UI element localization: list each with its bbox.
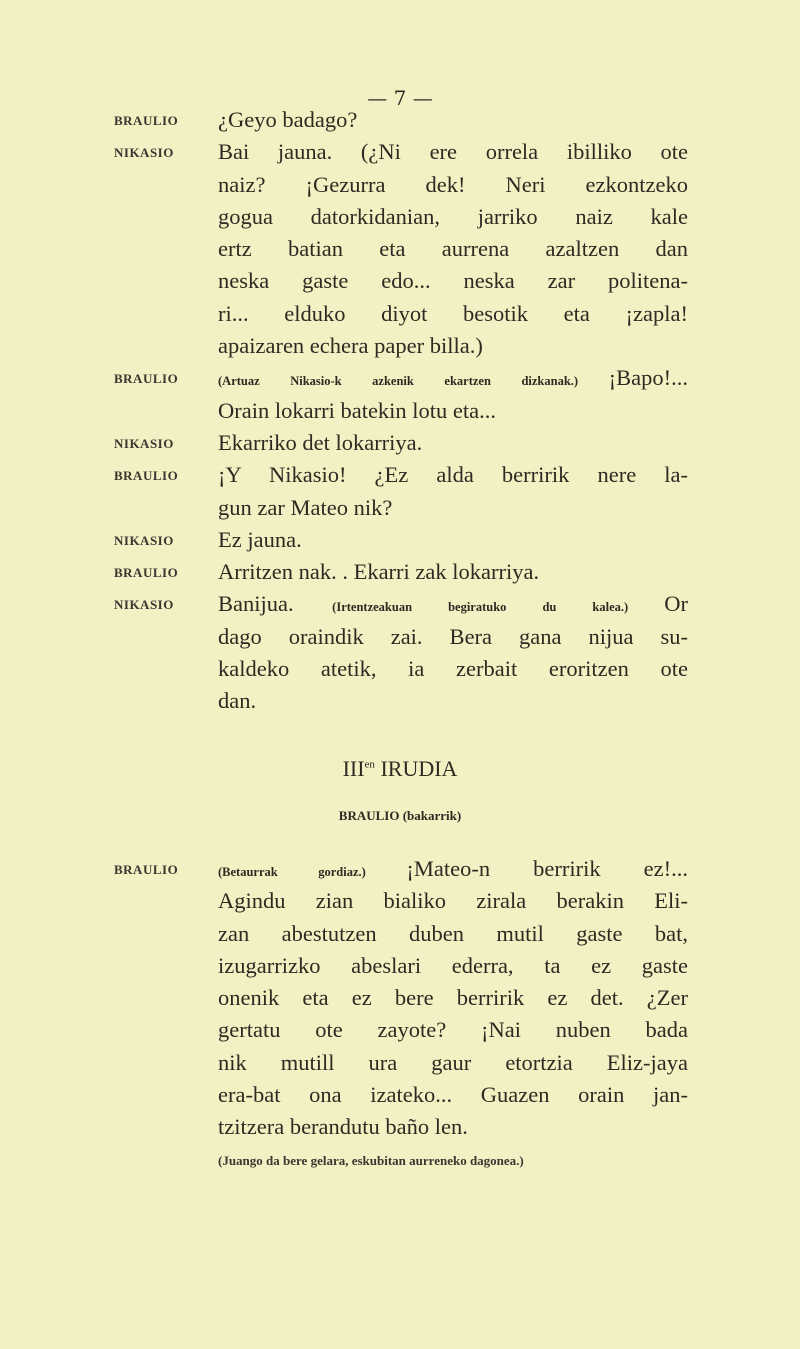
line-text [218, 169, 688, 201]
spoken-text: ri... elduko diyot besotik eta ¡zapla! [218, 300, 688, 326]
spoken-text: era-bat ona izateko... Guazen orain jan- [218, 1082, 688, 1108]
spoken-text: gertatu ote zayote? ¡Nai nuben bada [218, 1017, 688, 1043]
spoken-text: neska gaste edo... neska zar politena- [218, 268, 688, 294]
dialogue-line [0, 621, 800, 653]
spoken-text: ¿Geyo badago? [218, 107, 358, 132]
dialogue-line [0, 136, 800, 168]
scene-title: IRUDIA [374, 756, 458, 781]
scene-numeral: III [342, 756, 365, 781]
dialogue-line [0, 169, 800, 201]
spoken-text: ¡Y Nikasio! ¿Ez alda berririk nere la- [218, 462, 688, 488]
dialogue-line [0, 685, 800, 717]
scene-heading [0, 756, 800, 782]
spoken-text: dago oraindik zai. Bera gana nijua su- [218, 623, 688, 649]
line-text [218, 1079, 688, 1111]
spoken-text: gun zar Mateo nik? [218, 494, 393, 520]
spoken-text: Or [664, 591, 689, 617]
dialogue-line [0, 298, 800, 330]
speaker-name: BRAULIO [114, 371, 179, 387]
line-text [218, 492, 688, 524]
dialogue-line [0, 1079, 800, 1111]
speaker-name: NIKASIO [114, 597, 174, 613]
spoken-text: ¡Mateo-n berririk ez!... [406, 856, 688, 881]
line-text [218, 588, 688, 623]
spoken-text: Ez jauna. [218, 526, 302, 552]
spoken-text: dan. [218, 688, 257, 714]
line-text [218, 556, 688, 588]
spoken-text: Bai jauna. (¿Ni ere orrela ibilliko ote [218, 139, 688, 165]
line-text [218, 1014, 688, 1046]
dialogue-line [0, 1047, 800, 1079]
line-text [218, 524, 688, 556]
line-text [218, 950, 688, 982]
spoken-text: apaizaren echera paper billa.) [218, 333, 483, 359]
line-text [218, 982, 688, 1014]
speaker-name: BRAULIO [114, 113, 179, 128]
stage-direction-inline: (Betaurrak gordiaz.) [218, 865, 407, 879]
dialogue-line [0, 1014, 800, 1046]
scene-dialogue-2 [0, 853, 800, 1144]
dialogue-line [0, 588, 800, 620]
spoken-text: Ekarriko det lokarriya. [218, 429, 423, 455]
dialogue-line [0, 918, 800, 950]
dialogue-line [0, 265, 800, 297]
spoken-text: Banijua. [218, 591, 333, 617]
scene-dialogue-1 [0, 104, 800, 718]
scene-subheading: BRAULIO (bakarrik) [338, 808, 462, 823]
dialogue-line [0, 362, 800, 394]
dialogue-line [0, 330, 800, 362]
speaker-name: BRAULIO [114, 862, 179, 877]
line-text [218, 136, 688, 168]
line-text [218, 362, 688, 397]
speaker-name: NIKASIO [114, 435, 174, 451]
dialogue-line [0, 1111, 800, 1143]
dialogue-line [0, 950, 800, 982]
line-text [218, 621, 688, 653]
line-text [218, 298, 688, 330]
spoken-text: izugarrizko abeslari ederra, ta ez gaste [218, 952, 688, 978]
spoken-text: gogua datorkidanian, jarriko naiz kale [218, 203, 688, 229]
speaker-name: NIKASIO [114, 532, 174, 548]
line-text [218, 104, 688, 136]
line-text [218, 459, 688, 491]
line-text [218, 685, 688, 717]
stage-direction: (Juango da bere gelara, eskubitan aurreneko dagonea.) [218, 1153, 524, 1168]
line-text [218, 653, 688, 685]
stage-direction-inline: (Irtentzeakuan begiratuko du kalea.) [332, 600, 665, 615]
spoken-text: nik mutill ura gaur etortzia Eliz-jaya [218, 1049, 688, 1075]
line-text [218, 427, 688, 459]
spoken-text: Agindu zian bialiko zirala berakin Eli- [218, 888, 688, 914]
spoken-text: naiz? ¡Gezurra dek! Neri ezkontzeko [218, 171, 688, 197]
spoken-text: onenik eta ez bere berririk ez det. ¿Zer [218, 985, 688, 1011]
speaker-name: BRAULIO [114, 565, 179, 581]
spoken-text: kaldeko atetik, ia zerbait eroritzen ote [218, 656, 688, 682]
spoken-text: zan abestutzen duben mutil gaste bat, [218, 920, 688, 946]
dialogue-line [0, 556, 800, 588]
spoken-text: tzitzera berandutu baño len. [218, 1114, 468, 1140]
dialogue-line [0, 427, 800, 459]
line-text [218, 1111, 688, 1143]
dialogue-line [0, 459, 800, 491]
page-number: — 7 — [367, 86, 433, 110]
line-text [218, 201, 688, 233]
dialogue-line [0, 233, 800, 265]
scene-numeral-suffix: en [364, 758, 375, 771]
line-text [218, 1047, 688, 1079]
line-text [218, 918, 688, 950]
spoken-text: Orain lokarri batekin lotu eta... [218, 397, 497, 423]
dialogue-line [0, 395, 800, 427]
stage-direction-inline: (Artuaz Nikasio-k azkenik ekartzen dizkanak.) [218, 374, 609, 389]
dialogue-line [0, 104, 800, 136]
line-text [218, 233, 688, 265]
dialogue-line [0, 885, 800, 917]
dialogue-line [0, 982, 800, 1014]
dialogue-line [0, 492, 800, 524]
speaker-name: NIKASIO [114, 145, 174, 161]
line-text [218, 265, 688, 297]
spoken-text: ertz batian eta aurrena azaltzen dan [218, 236, 688, 262]
dialogue-line [0, 201, 800, 233]
spoken-text: ¡Bapo!... [608, 365, 688, 391]
dialogue-line [0, 853, 800, 885]
line-text [218, 853, 688, 888]
dialogue-line [0, 653, 800, 685]
speaker-name: BRAULIO [114, 468, 179, 484]
line-text [218, 885, 688, 917]
spoken-text: Arritzen nak. . Ekarri zak lokarriya. [218, 559, 540, 585]
line-text [218, 330, 688, 362]
dialogue-line [0, 524, 800, 556]
line-text [218, 395, 688, 427]
